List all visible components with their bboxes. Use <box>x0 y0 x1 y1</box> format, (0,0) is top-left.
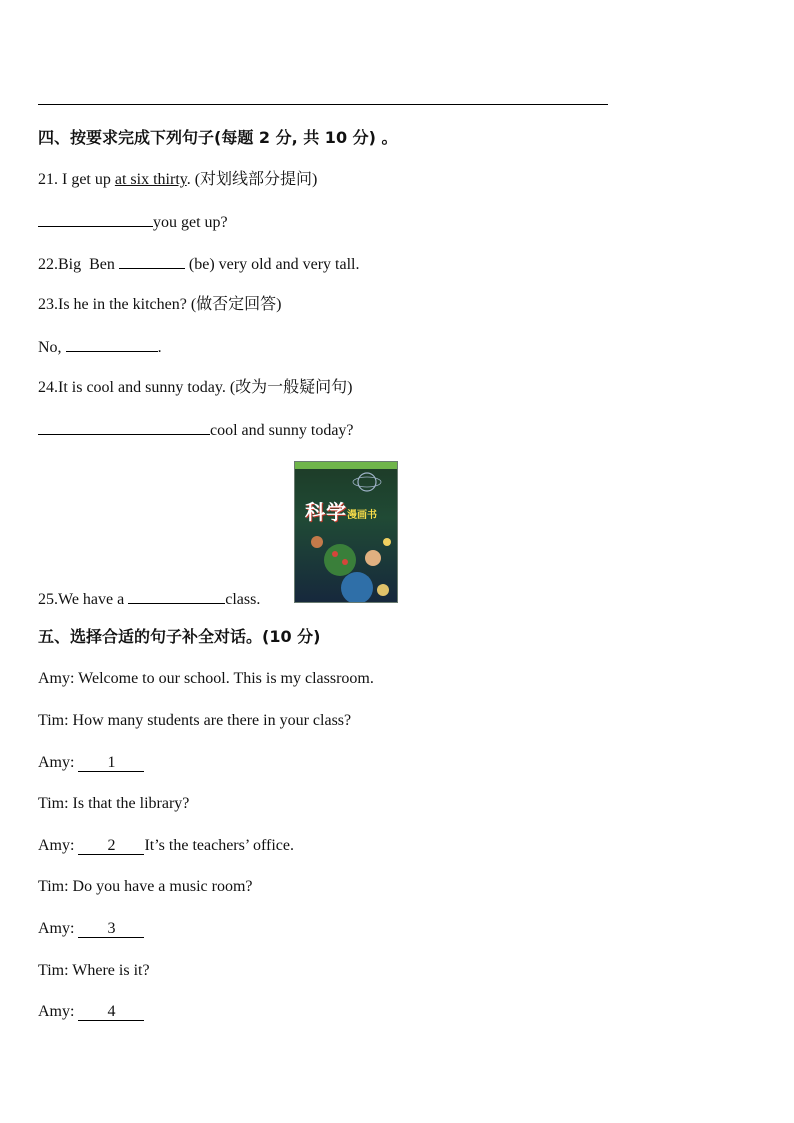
cover-subtitle: 漫画书 <box>347 510 377 521</box>
answer-blank[interactable]: 2 <box>78 838 144 855</box>
dialogue-line <box>38 877 253 897</box>
dialogue-line <box>38 794 189 814</box>
question-24: 24.It is cool and sunny today. (改为一般疑问句) <box>38 379 353 396</box>
speaker-label: Tim: <box>38 878 69 895</box>
dialogue-text: Do you have a music room? <box>68 878 253 895</box>
q21-text: . I get up <box>54 171 115 188</box>
dialogue-line <box>38 836 294 856</box>
dialogue-line <box>38 711 351 731</box>
q25-blank[interactable] <box>128 589 225 604</box>
question-25 <box>38 589 260 610</box>
answer-23-blank[interactable] <box>66 337 158 352</box>
speaker-label: Tim: <box>38 795 69 812</box>
q21-underlined-phrase: at six thirty <box>114 171 187 188</box>
q22-blank[interactable] <box>119 254 185 269</box>
dialogue-text: Welcome to our school. This is my classroom. <box>74 670 374 687</box>
dialogue-text: How many students are there in your class? <box>68 712 352 729</box>
section-5-heading: 五、选择合适的句子补全对话。(10 分) <box>38 627 321 646</box>
speaker-label: Tim: <box>38 712 69 729</box>
answer-21 <box>38 212 228 233</box>
q21-number: 21 <box>38 171 54 188</box>
dialogue-line <box>38 669 374 689</box>
dialogue-text: Where is it? <box>68 962 150 979</box>
q21-instruction: . (对划线部分提问) <box>186 171 318 188</box>
speaker-label: Amy: <box>38 920 75 937</box>
top-rule <box>38 104 608 105</box>
dialogue-text: Is that the library? <box>68 795 190 812</box>
speaker-label: Tim: <box>38 962 69 979</box>
cover-title: 科学 <box>305 500 347 524</box>
question-22 <box>38 254 360 275</box>
dialogue-line <box>38 1002 144 1022</box>
speaker-label: Amy: <box>38 837 75 854</box>
answer-23-prefix: No, <box>38 339 66 356</box>
dialogue-line <box>38 961 150 981</box>
q25-suffix: class. <box>225 591 261 608</box>
answer-blank[interactable]: 3 <box>78 921 144 938</box>
question-21 <box>38 170 317 190</box>
answer-blank[interactable]: 1 <box>78 755 144 772</box>
answer-21-suffix: you get up? <box>153 214 228 231</box>
q25-prefix: 25.We have a <box>38 591 129 608</box>
answer-blank[interactable]: 4 <box>78 1004 144 1021</box>
dialogue-line <box>38 753 144 773</box>
answer-24-blank[interactable] <box>38 420 210 435</box>
speaker-label: Amy: <box>38 754 75 771</box>
q22-prefix: 22.Big Ben <box>38 256 119 273</box>
speaker-label: Amy: <box>38 1003 75 1020</box>
question-23: 23.Is he in the kitchen? (做否定回答) <box>38 296 282 313</box>
answer-24-suffix: cool and sunny today? <box>210 422 354 439</box>
dialogue-line <box>38 919 144 939</box>
science-comic-book-cover-image <box>294 461 398 603</box>
answer-21-blank[interactable] <box>38 212 153 227</box>
answer-23-suffix: . <box>157 339 162 356</box>
section-4-heading: 四、按要求完成下列句子(每题 2 分, 共 10 分) 。 <box>38 128 398 147</box>
answer-24 <box>38 420 354 441</box>
q22-suffix: (be) very old and very tall. <box>184 256 360 273</box>
answer-23 <box>38 337 162 358</box>
speaker-label: Amy: <box>38 670 75 687</box>
dialogue-text: It’s the teachers’ office. <box>144 837 295 854</box>
cover-illustration <box>295 462 398 603</box>
